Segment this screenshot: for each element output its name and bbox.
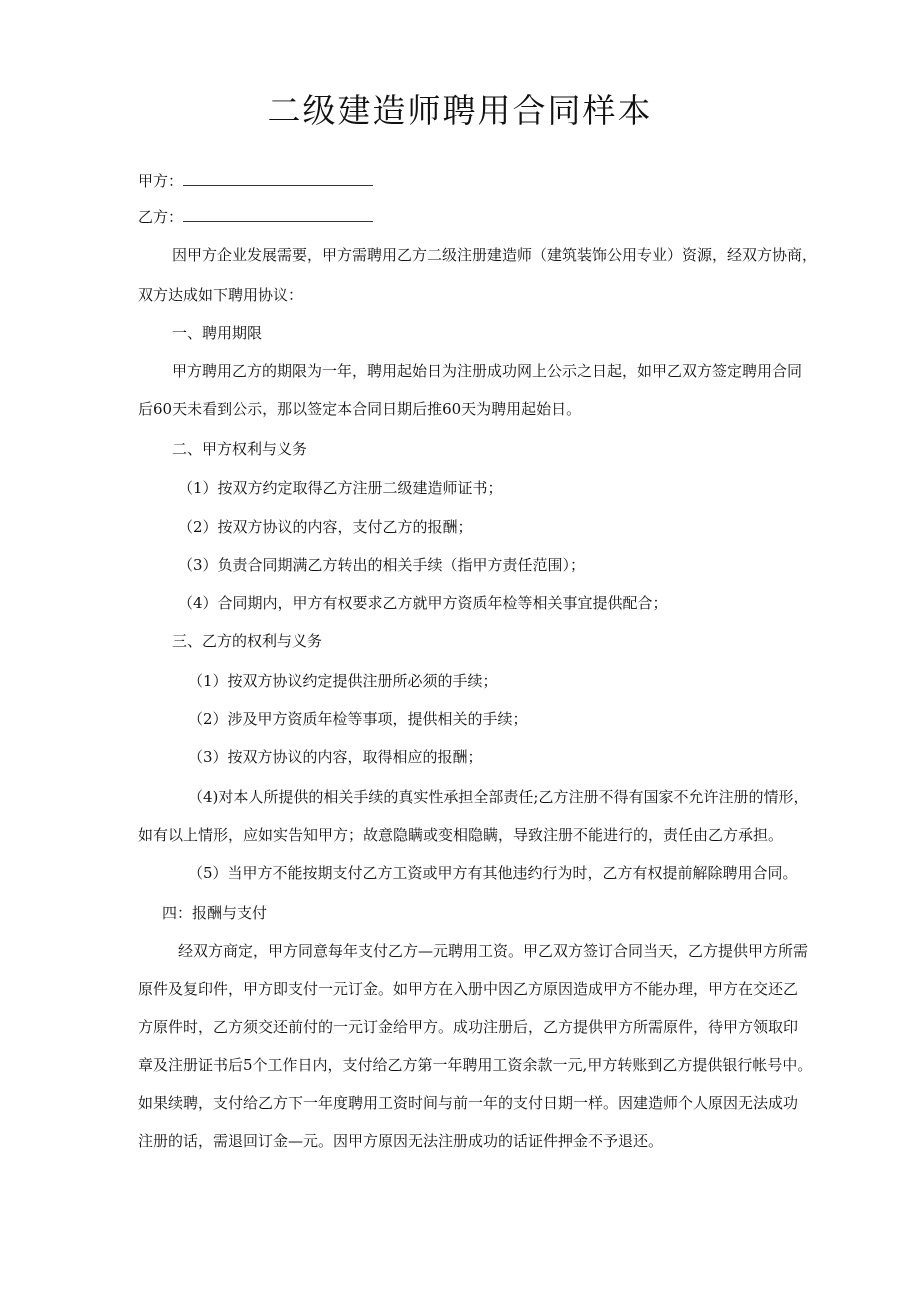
section-heading-party-b: 三、乙方的权利与义务	[172, 632, 323, 650]
party-a-label: 甲方：	[138, 172, 184, 190]
term-paragraph-line: 甲方聘用乙方的期限为一年，聘用起始日为注册成功网上公示之日起，如甲乙双方签定聘用合同	[172, 362, 803, 380]
section-heading-party-a: 二、甲方权利与义务	[172, 440, 308, 458]
payment-paragraph-line: 章及注册证书后5个工作日内，支付给乙方第一年聘用工资余款一元,甲方转账到乙方提供银行帐号中。	[138, 1056, 813, 1074]
party-b-label: 乙方：	[138, 208, 184, 226]
party-a-line	[138, 170, 373, 192]
party-b-clause: （2）涉及甲方资质年检等事项，提供相关的手续；	[188, 710, 528, 728]
payment-paragraph-line: 原件及复印件，甲方即支付一元订金。如甲方在入册中因乙方原因造成甲方不能办理，甲方在交还乙	[138, 980, 799, 998]
intro-paragraph-line: 因甲方企业发展需要，甲方需聘用乙方二级注册建造师（建筑装饰公用专业）资源，经双方协商，	[172, 246, 818, 264]
payment-paragraph-line: 注册的话，需退回订金—元。因甲方原因无法注册成功的话证件押金不予退还。	[138, 1132, 664, 1150]
section-heading-payment: 四：报酬与支付	[162, 904, 268, 922]
payment-paragraph-line: 如果续聘，支付给乙方下一年度聘用工资时间与前一年的支付日期一样。因建造师个人原因无法成功	[138, 1094, 799, 1112]
payment-paragraph-line: 方原件时，乙方须交还前付的一元订金给甲方。成功注册后，乙方提供甲方所需原件，待甲方领取印	[138, 1018, 799, 1036]
party-a-clause: （2）按双方协议的内容，支付乙方的报酬；	[178, 518, 473, 536]
term-paragraph-line: 后60天未看到公示，那以签定本合同日期后推60天为聘用起始日。	[138, 400, 582, 418]
intro-paragraph-line: 双方达成如下聘用协议：	[138, 286, 304, 304]
party-a-clause: （3）负责合同期满乙方转出的相关手续（指甲方责任范围）；	[178, 556, 586, 574]
party-b-line	[138, 206, 373, 228]
party-a-clause: （4）合同期内，甲方有权要求乙方就甲方资质年检等相关事宜提供配合；	[178, 594, 668, 612]
party-b-clause: （5）当甲方不能按期支付乙方工资或甲方有其他违约行为时，乙方有权提前解除聘用合同。	[188, 864, 798, 882]
party-b-clause: （1）按双方协议约定提供注册所必须的手续；	[188, 672, 498, 690]
party-a-blank	[183, 171, 373, 186]
document-title: 二级建造师聘用合同样本	[267, 91, 653, 130]
party-b-clause: 如有以上情形，应如实告知甲方；故意隐瞒或变相隐瞒，导致注册不能进行的，责任由乙方承担。	[138, 826, 784, 844]
party-b-clause: （3）按双方协议的内容，取得相应的报酬；	[188, 748, 483, 766]
party-b-clause: （4)对本人所提供的相关手续的真实性承担全部责任;乙方注册不得有国家不允许注册的情形，	[188, 788, 809, 806]
party-b-blank	[183, 207, 373, 222]
section-heading-term: 一、聘用期限	[172, 324, 263, 342]
party-a-clause: （1）按双方约定取得乙方注册二级建造师证书；	[178, 479, 503, 497]
payment-paragraph-line: 经双方商定，甲方同意每年支付乙方—元聘用工资。甲乙双方签订合同当天，乙方提供甲方所需	[178, 942, 809, 960]
